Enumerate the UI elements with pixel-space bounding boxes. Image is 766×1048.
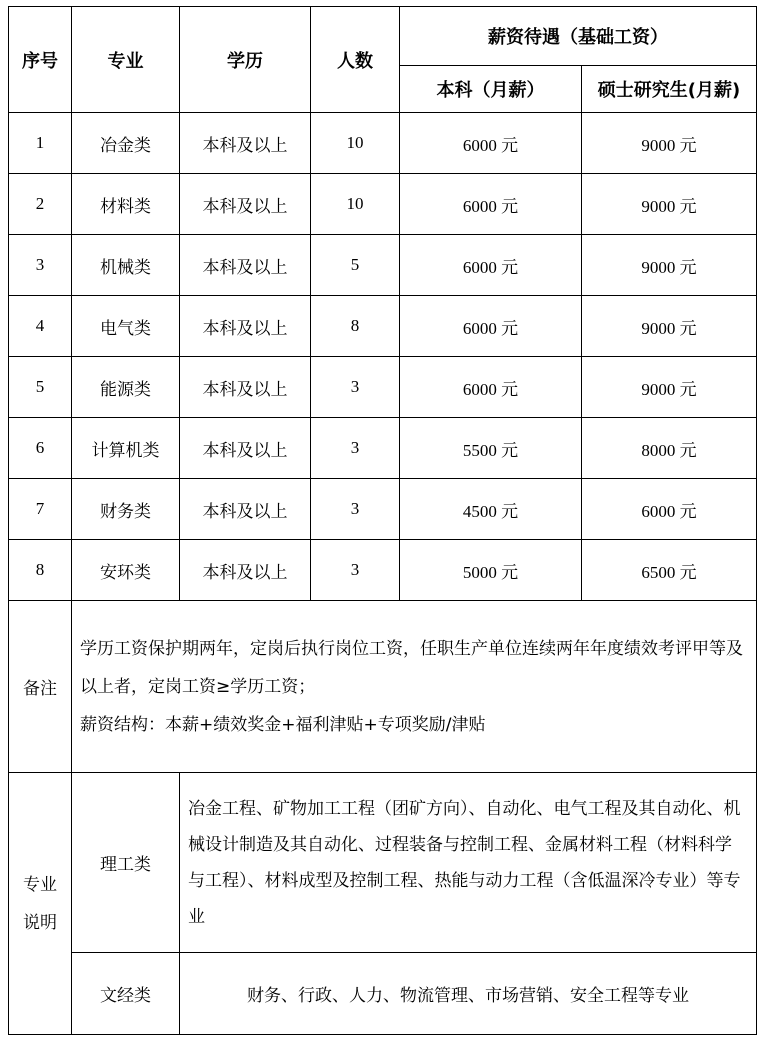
table-row bbox=[9, 357, 757, 418]
major-notes-science-row bbox=[9, 773, 757, 953]
major-notes-liberal-row bbox=[9, 953, 757, 1035]
cell-degree: 本科及以上 bbox=[180, 113, 311, 174]
header-bachelor-salary: 本科（月薪） bbox=[400, 66, 582, 113]
cell-seq: 5 bbox=[9, 357, 72, 418]
notes-content bbox=[72, 601, 757, 773]
cell-degree: 本科及以上 bbox=[180, 174, 311, 235]
recruitment-table bbox=[8, 6, 757, 1035]
cell-master-salary: 6000 元 bbox=[582, 479, 757, 540]
header-master-salary: 硕士研究生(月薪) bbox=[582, 66, 757, 113]
cell-seq: 1 bbox=[9, 113, 72, 174]
science-category-text: 冶金工程、矿物加工工程（团矿方向）、自动化、电气工程及其自动化、机械设计制造及其自动化、过程装备与控制工程、金属材料工程（材料科学与工程）、材料成型及控制工程、热能与动力工程（含低温深冷专业）等专业 bbox=[180, 773, 757, 953]
cell-master-salary: 6500 元 bbox=[582, 540, 757, 601]
liberal-category-text: 财务、行政、人力、物流管理、市场营销、安全工程等专业 bbox=[180, 953, 757, 1035]
cell-master-salary: 9000 元 bbox=[582, 235, 757, 296]
cell-count: 5 bbox=[311, 235, 400, 296]
cell-seq: 4 bbox=[9, 296, 72, 357]
table-row bbox=[9, 540, 757, 601]
cell-count: 3 bbox=[311, 357, 400, 418]
cell-seq: 6 bbox=[9, 418, 72, 479]
table-row bbox=[9, 174, 757, 235]
cell-bachelor-salary: 5000 元 bbox=[400, 540, 582, 601]
cell-count: 3 bbox=[311, 540, 400, 601]
table-row bbox=[9, 235, 757, 296]
cell-master-salary: 9000 元 bbox=[582, 296, 757, 357]
cell-degree: 本科及以上 bbox=[180, 479, 311, 540]
cell-major: 机械类 bbox=[72, 235, 180, 296]
cell-degree: 本科及以上 bbox=[180, 418, 311, 479]
table-row bbox=[9, 479, 757, 540]
cell-seq: 3 bbox=[9, 235, 72, 296]
header-major: 专业 bbox=[72, 7, 180, 113]
cell-master-salary: 9000 元 bbox=[582, 113, 757, 174]
cell-master-salary: 8000 元 bbox=[582, 418, 757, 479]
cell-major: 财务类 bbox=[72, 479, 180, 540]
cell-master-salary: 9000 元 bbox=[582, 357, 757, 418]
cell-bachelor-salary: 6000 元 bbox=[400, 235, 582, 296]
header-seq: 序号 bbox=[9, 7, 72, 113]
cell-degree: 本科及以上 bbox=[180, 357, 311, 418]
table-row bbox=[9, 113, 757, 174]
cell-count: 3 bbox=[311, 479, 400, 540]
cell-seq: 7 bbox=[9, 479, 72, 540]
science-category-label: 理工类 bbox=[72, 773, 180, 953]
table-row bbox=[9, 296, 757, 357]
cell-major: 冶金类 bbox=[72, 113, 180, 174]
cell-master-salary: 9000 元 bbox=[582, 174, 757, 235]
cell-seq: 2 bbox=[9, 174, 72, 235]
cell-count: 8 bbox=[311, 296, 400, 357]
table-row bbox=[9, 418, 757, 479]
notes-line-2: 薪资结构：本薪+绩效奖金+福利津贴+专项奖励/津贴 bbox=[80, 714, 486, 735]
cell-major: 能源类 bbox=[72, 357, 180, 418]
cell-count: 10 bbox=[311, 113, 400, 174]
header-count: 人数 bbox=[311, 7, 400, 113]
cell-count: 3 bbox=[311, 418, 400, 479]
cell-degree: 本科及以上 bbox=[180, 235, 311, 296]
major-notes-label-line-1: 专业 bbox=[23, 874, 57, 895]
cell-degree: 本科及以上 bbox=[180, 540, 311, 601]
cell-major: 电气类 bbox=[72, 296, 180, 357]
major-notes-label-line-2: 说明 bbox=[23, 912, 57, 933]
major-notes-label bbox=[9, 773, 72, 1035]
notes-line-1: 学历工资保护期两年，定岗后执行岗位工资，任职生产单位连续两年年度绩效考评甲等及以上者，定岗工资≥学历工资； bbox=[80, 638, 743, 697]
cell-bachelor-salary: 4500 元 bbox=[400, 479, 582, 540]
liberal-category-label: 文经类 bbox=[72, 953, 180, 1035]
cell-bachelor-salary: 6000 元 bbox=[400, 357, 582, 418]
cell-count: 10 bbox=[311, 174, 400, 235]
cell-bachelor-salary: 5500 元 bbox=[400, 418, 582, 479]
cell-degree: 本科及以上 bbox=[180, 296, 311, 357]
notes-row bbox=[9, 601, 757, 773]
notes-label: 备注 bbox=[9, 601, 72, 773]
header-degree: 学历 bbox=[180, 7, 311, 113]
header-salary-group: 薪资待遇（基础工资） bbox=[400, 7, 757, 66]
cell-bachelor-salary: 6000 元 bbox=[400, 296, 582, 357]
cell-seq: 8 bbox=[9, 540, 72, 601]
cell-bachelor-salary: 6000 元 bbox=[400, 174, 582, 235]
cell-major: 材料类 bbox=[72, 174, 180, 235]
cell-bachelor-salary: 6000 元 bbox=[400, 113, 582, 174]
cell-major: 安环类 bbox=[72, 540, 180, 601]
cell-major: 计算机类 bbox=[72, 418, 180, 479]
